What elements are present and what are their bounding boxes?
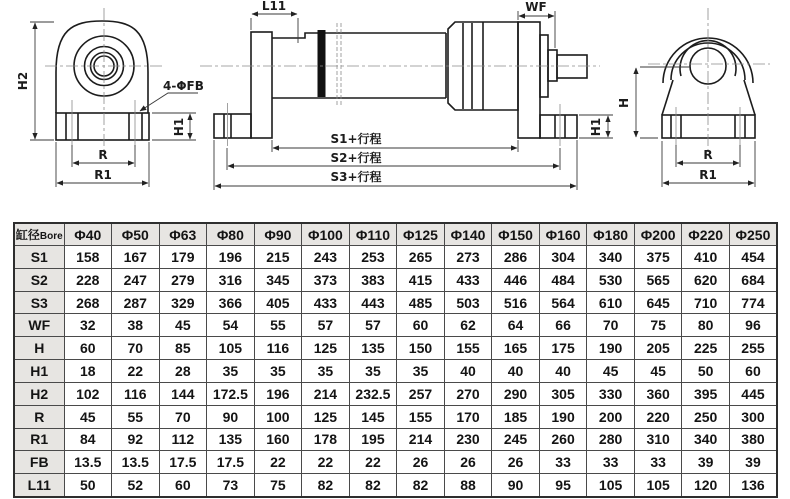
cylinder-dimension-drawing [0, 0, 790, 220]
column-header-Φ110: Φ110 [349, 223, 397, 246]
cell-L11-Φ50: 52 [112, 474, 160, 497]
cell-S2-Φ220: 620 [682, 268, 730, 291]
rear-foot [214, 114, 251, 138]
cell-H1-Φ63: 28 [159, 360, 207, 383]
bore-header-cell [14, 223, 64, 246]
cell-L11-Φ160: 95 [539, 474, 587, 497]
column-header-Φ40: Φ40 [64, 223, 112, 246]
cell-S2-Φ50: 247 [112, 268, 160, 291]
dim-label-h1-left: H1 [172, 117, 186, 137]
cell-H2-Φ220: 395 [682, 382, 730, 405]
cell-H-Φ40: 60 [64, 337, 112, 360]
dim-label-r-right: R [703, 148, 713, 162]
cell-H2-Φ63: 144 [159, 382, 207, 405]
table-row-H1 [14, 360, 777, 383]
cell-R1-Φ63: 112 [159, 428, 207, 451]
cell-R1-Φ200: 310 [634, 428, 682, 451]
cell-S1-Φ180: 340 [587, 246, 635, 269]
cell-H2-Φ80: 172.5 [207, 382, 255, 405]
cell-S2-Φ80: 316 [207, 268, 255, 291]
row-label-H: H [14, 337, 64, 360]
cell-H1-Φ80: 35 [207, 360, 255, 383]
cell-R1-Φ110: 195 [349, 428, 397, 451]
cell-S3-Φ200: 645 [634, 291, 682, 314]
cell-S3-Φ180: 610 [587, 291, 635, 314]
table-row-S3 [14, 291, 777, 314]
cell-L11-Φ80: 73 [207, 474, 255, 497]
cell-S1-Φ150: 286 [492, 246, 540, 269]
cell-WF-Φ250: 96 [729, 314, 777, 337]
cell-S1-Φ40: 158 [64, 246, 112, 269]
cell-R1-Φ40: 84 [64, 428, 112, 451]
cell-WF-Φ125: 60 [397, 314, 445, 337]
cell-S1-Φ100: 243 [302, 246, 350, 269]
cell-H-Φ63: 85 [159, 337, 207, 360]
cell-L11-Φ140: 88 [444, 474, 492, 497]
cell-S1-Φ63: 179 [159, 246, 207, 269]
cell-R-Φ80: 90 [207, 405, 255, 428]
cell-S3-Φ220: 710 [682, 291, 730, 314]
front-block [518, 22, 540, 138]
cell-FB-Φ220: 39 [682, 451, 730, 474]
cell-FB-Φ100: 22 [302, 451, 350, 474]
table-row-L11 [14, 474, 777, 497]
dim-label-r1-left: R1 [94, 168, 112, 182]
cell-S3-Φ125: 485 [397, 291, 445, 314]
cell-R-Φ125: 155 [397, 405, 445, 428]
cell-H-Φ250: 255 [729, 337, 777, 360]
cell-S3-Φ160: 564 [539, 291, 587, 314]
cell-FB-Φ150: 26 [492, 451, 540, 474]
cell-H2-Φ200: 360 [634, 382, 682, 405]
cell-R-Φ250: 300 [729, 405, 777, 428]
left-view-centerlines [45, 8, 163, 150]
dim-label-h1-front: H1 [589, 117, 603, 137]
cell-H2-Φ110: 232.5 [349, 382, 397, 405]
row-label-S2: S2 [14, 268, 64, 291]
cell-H2-Φ40: 102 [64, 382, 112, 405]
cell-H-Φ100: 125 [302, 337, 350, 360]
cell-H1-Φ140: 40 [444, 360, 492, 383]
cell-S2-Φ100: 373 [302, 268, 350, 291]
dim-label-h2: H2 [16, 71, 30, 91]
cell-H1-Φ180: 45 [587, 360, 635, 383]
column-header-Φ220: Φ220 [682, 223, 730, 246]
cell-S2-Φ150: 446 [492, 268, 540, 291]
eye-body-right-edge [744, 80, 755, 115]
row-label-H2: H2 [14, 382, 64, 405]
cell-WF-Φ180: 70 [587, 314, 635, 337]
cell-R-Φ220: 250 [682, 405, 730, 428]
cell-H1-Φ150: 40 [492, 360, 540, 383]
cell-S2-Φ140: 433 [444, 268, 492, 291]
cell-FB-Φ160: 33 [539, 451, 587, 474]
row-label-R: R [14, 405, 64, 428]
cell-L11-Φ125: 82 [397, 474, 445, 497]
table-row-R [14, 405, 777, 428]
cell-WF-Φ63: 45 [159, 314, 207, 337]
cell-S2-Φ110: 383 [349, 268, 397, 291]
dim-label-s1-stroke: S1+行程 [330, 132, 382, 146]
cell-FB-Φ80: 17.5 [207, 451, 255, 474]
column-header-Φ80: Φ80 [207, 223, 255, 246]
right-view-dimensions [636, 67, 755, 187]
cell-H-Φ50: 70 [112, 337, 160, 360]
cell-R-Φ50: 55 [112, 405, 160, 428]
column-header-Φ150: Φ150 [492, 223, 540, 246]
cell-R1-Φ180: 280 [587, 428, 635, 451]
cell-L11-Φ40: 50 [64, 474, 112, 497]
cell-S3-Φ63: 329 [159, 291, 207, 314]
cell-FB-Φ50: 13.5 [112, 451, 160, 474]
cell-S2-Φ250: 684 [729, 268, 777, 291]
dim-label-wf: WF [525, 0, 547, 14]
cell-WF-Φ200: 75 [634, 314, 682, 337]
cell-S1-Φ160: 304 [539, 246, 587, 269]
cell-L11-Φ150: 90 [492, 474, 540, 497]
cell-S2-Φ63: 279 [159, 268, 207, 291]
cell-L11-Φ220: 120 [682, 474, 730, 497]
cell-FB-Φ63: 17.5 [159, 451, 207, 474]
cell-WF-Φ160: 66 [539, 314, 587, 337]
column-header-Φ180: Φ180 [587, 223, 635, 246]
cell-H1-Φ90: 35 [254, 360, 302, 383]
cell-H1-Φ40: 18 [64, 360, 112, 383]
row-label-L11: L11 [14, 474, 64, 497]
row-label-WF: WF [14, 314, 64, 337]
cell-H-Φ150: 165 [492, 337, 540, 360]
cell-WF-Φ50: 38 [112, 314, 160, 337]
cell-H2-Φ125: 257 [397, 382, 445, 405]
cell-S1-Φ125: 265 [397, 246, 445, 269]
cell-H2-Φ90: 196 [254, 382, 302, 405]
cell-H2-Φ140: 270 [444, 382, 492, 405]
cell-S1-Φ50: 167 [112, 246, 160, 269]
bore-header-cn: 缸径 [15, 228, 40, 242]
cell-R1-Φ100: 178 [302, 428, 350, 451]
cell-S1-Φ200: 375 [634, 246, 682, 269]
cell-H-Φ200: 205 [634, 337, 682, 360]
cell-FB-Φ40: 13.5 [64, 451, 112, 474]
cell-S3-Φ140: 503 [444, 291, 492, 314]
column-header-Φ100: Φ100 [302, 223, 350, 246]
eye-body-left-edge [662, 80, 673, 115]
cell-H-Φ125: 150 [397, 337, 445, 360]
cell-WF-Φ80: 54 [207, 314, 255, 337]
cell-R1-Φ250: 380 [729, 428, 777, 451]
rod-boss [548, 50, 557, 81]
table-header-row [14, 223, 777, 246]
cell-H1-Φ100: 35 [302, 360, 350, 383]
dim-label-s2-stroke: S2+行程 [330, 151, 382, 165]
cell-R-Φ200: 220 [634, 405, 682, 428]
cell-L11-Φ200: 105 [634, 474, 682, 497]
cell-H2-Φ100: 214 [302, 382, 350, 405]
table-row-S1 [14, 246, 777, 269]
cell-S1-Φ250: 454 [729, 246, 777, 269]
spec-table [13, 222, 778, 498]
cell-WF-Φ150: 64 [492, 314, 540, 337]
table-row-H2 [14, 382, 777, 405]
cell-H1-Φ160: 40 [539, 360, 587, 383]
column-header-Φ160: Φ160 [539, 223, 587, 246]
dim-label-h: H [617, 97, 631, 109]
cell-WF-Φ40: 32 [64, 314, 112, 337]
cell-S1-Φ140: 273 [444, 246, 492, 269]
cell-FB-Φ125: 26 [397, 451, 445, 474]
cell-FB-Φ200: 33 [634, 451, 682, 474]
cell-R-Φ63: 70 [159, 405, 207, 428]
right-view-centerlines [648, 8, 770, 150]
cell-R-Φ150: 185 [492, 405, 540, 428]
cell-R1-Φ50: 92 [112, 428, 160, 451]
piston-band [318, 30, 326, 97]
cell-H2-Φ250: 445 [729, 382, 777, 405]
cell-FB-Φ180: 33 [587, 451, 635, 474]
row-label-FB: FB [14, 451, 64, 474]
row-label-R1: R1 [14, 428, 64, 451]
cell-S3-Φ100: 433 [302, 291, 350, 314]
cell-H1-Φ110: 35 [349, 360, 397, 383]
cell-FB-Φ250: 39 [729, 451, 777, 474]
cell-H-Φ160: 175 [539, 337, 587, 360]
cell-FB-Φ90: 22 [254, 451, 302, 474]
cell-L11-Φ100: 82 [302, 474, 350, 497]
cell-S2-Φ40: 228 [64, 268, 112, 291]
cell-L11-Φ110: 82 [349, 474, 397, 497]
table-row-S2 [14, 268, 777, 291]
cell-S2-Φ160: 484 [539, 268, 587, 291]
cell-S3-Φ150: 516 [492, 291, 540, 314]
cell-WF-Φ110: 57 [349, 314, 397, 337]
side-view [214, 22, 587, 138]
dim-label-s3-stroke: S3+行程 [330, 170, 382, 184]
cell-WF-Φ100: 57 [302, 314, 350, 337]
cell-S3-Φ50: 287 [112, 291, 160, 314]
cell-R1-Φ160: 260 [539, 428, 587, 451]
cell-H1-Φ220: 50 [682, 360, 730, 383]
dim-label-4-fb: 4-ΦFB [163, 79, 204, 93]
cell-R1-Φ150: 245 [492, 428, 540, 451]
cell-R1-Φ140: 230 [444, 428, 492, 451]
cell-R-Φ90: 100 [254, 405, 302, 428]
cell-H1-Φ50: 22 [112, 360, 160, 383]
column-header-Φ125: Φ125 [397, 223, 445, 246]
cell-S1-Φ220: 410 [682, 246, 730, 269]
cell-H-Φ110: 135 [349, 337, 397, 360]
piston-rod [557, 55, 587, 78]
cell-L11-Φ90: 75 [254, 474, 302, 497]
cell-FB-Φ110: 22 [349, 451, 397, 474]
cell-L11-Φ63: 60 [159, 474, 207, 497]
spec-table-wrap [13, 222, 778, 498]
column-header-Φ200: Φ200 [634, 223, 682, 246]
cell-H2-Φ180: 330 [587, 382, 635, 405]
cell-S3-Φ90: 405 [254, 291, 302, 314]
cell-R-Φ110: 145 [349, 405, 397, 428]
cell-H-Φ220: 225 [682, 337, 730, 360]
cell-H-Φ180: 190 [587, 337, 635, 360]
cell-H1-Φ125: 35 [397, 360, 445, 383]
cell-H2-Φ150: 290 [492, 382, 540, 405]
cell-R-Φ180: 200 [587, 405, 635, 428]
cell-R1-Φ220: 340 [682, 428, 730, 451]
table-row-H [14, 337, 777, 360]
row-label-S1: S1 [14, 246, 64, 269]
cell-FB-Φ140: 26 [444, 451, 492, 474]
cell-R-Φ140: 170 [444, 405, 492, 428]
cell-R-Φ100: 125 [302, 405, 350, 428]
cell-R1-Φ90: 160 [254, 428, 302, 451]
dim-label-r1-right: R1 [699, 168, 717, 182]
cell-H-Φ80: 105 [207, 337, 255, 360]
cell-WF-Φ90: 55 [254, 314, 302, 337]
rear-cap [251, 32, 272, 138]
cell-R-Φ40: 45 [64, 405, 112, 428]
cell-R-Φ160: 190 [539, 405, 587, 428]
table-row-FB [14, 451, 777, 474]
cell-S3-Φ40: 268 [64, 291, 112, 314]
column-header-Φ140: Φ140 [444, 223, 492, 246]
cell-H1-Φ200: 45 [634, 360, 682, 383]
row-label-H1: H1 [14, 360, 64, 383]
cell-WF-Φ140: 62 [444, 314, 492, 337]
cell-S2-Φ125: 415 [397, 268, 445, 291]
front-foot [540, 115, 577, 138]
cell-H2-Φ50: 116 [112, 382, 160, 405]
cell-WF-Φ220: 80 [682, 314, 730, 337]
cell-H1-Φ250: 60 [729, 360, 777, 383]
cell-R1-Φ125: 214 [397, 428, 445, 451]
cell-S1-Φ90: 215 [254, 246, 302, 269]
cell-L11-Φ180: 105 [587, 474, 635, 497]
cell-R1-Φ80: 135 [207, 428, 255, 451]
column-header-Φ90: Φ90 [254, 223, 302, 246]
cell-S2-Φ180: 530 [587, 268, 635, 291]
cell-S3-Φ110: 443 [349, 291, 397, 314]
cell-S2-Φ200: 565 [634, 268, 682, 291]
cell-H-Φ90: 116 [254, 337, 302, 360]
cell-H-Φ140: 155 [444, 337, 492, 360]
cell-S1-Φ80: 196 [207, 246, 255, 269]
cell-H2-Φ160: 305 [539, 382, 587, 405]
table-row-R1 [14, 428, 777, 451]
bore-header-en: Bore [39, 231, 63, 242]
column-header-Φ50: Φ50 [112, 223, 160, 246]
column-header-Φ63: Φ63 [159, 223, 207, 246]
dim-label-l11: L11 [261, 0, 287, 13]
cell-L11-Φ250: 136 [729, 474, 777, 497]
row-label-S3: S3 [14, 291, 64, 314]
cell-S3-Φ80: 366 [207, 291, 255, 314]
cell-S1-Φ110: 253 [349, 246, 397, 269]
cell-S2-Φ90: 345 [254, 268, 302, 291]
cell-S3-Φ250: 774 [729, 291, 777, 314]
table-row-WF [14, 314, 777, 337]
dim-label-r-left: R [98, 148, 108, 162]
column-header-Φ250: Φ250 [729, 223, 777, 246]
